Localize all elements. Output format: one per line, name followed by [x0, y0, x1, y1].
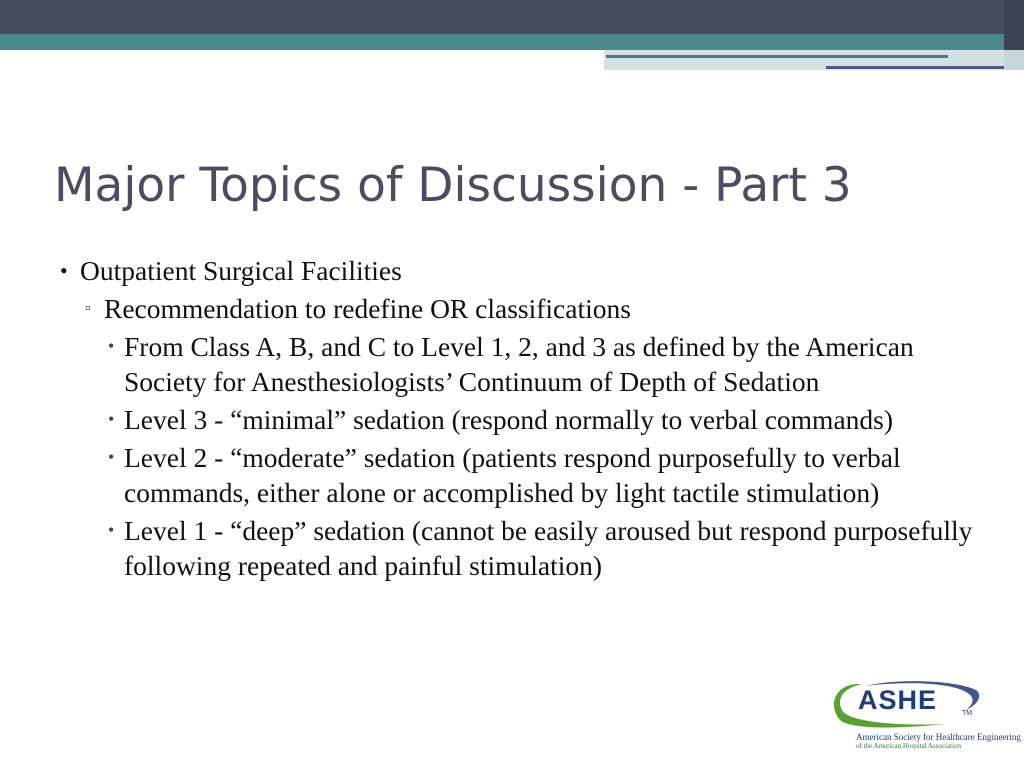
sub-sub-bullet-text: Level 2 - “moderate” sedation (patients respond purposefully to verbal commands, either alone or accomplished by light tactile stimulation): [124, 442, 901, 508]
sub-bullet-marker: ▫: [85, 300, 91, 317]
bullet-list: [58, 253, 988, 583]
sub-sub-bullet-marker: •: [108, 409, 115, 429]
sub-sub-bullet-item: [58, 402, 988, 437]
sub-sub-bullet-item: [58, 440, 988, 510]
header-accent-edge: [1004, 50, 1024, 70]
sub-sub-bullet-item: [58, 513, 988, 583]
logo-subtitle: American Society for Healthcare Engineering: [856, 732, 1021, 742]
header-accent-line-short: [826, 66, 1004, 69]
sub-sub-bullet-marker: •: [108, 520, 115, 540]
sub-sub-bullet-text: Level 1 - “deep” sedation (cannot be easily aroused but respond purposefully following repeated and painful stimulation): [124, 515, 973, 581]
bullet-marker: •: [60, 258, 68, 283]
sub-bullet-item: [58, 291, 988, 326]
sub-sub-bullet-item: [58, 329, 988, 399]
slide-title: Major Topics of Discussion - Part 3: [54, 158, 852, 213]
sub-sub-bullet-marker: •: [108, 336, 115, 356]
header-corner-block: [1004, 0, 1024, 50]
logo-wordmark: ASHE: [858, 685, 938, 715]
logo-subtitle-secondary: of the American Hospital Association: [856, 742, 961, 750]
sub-sub-bullet-text: From Class A, B, and C to Level 1, 2, and 3 as defined by the American Society for Anesthesiologists’ Continuum of Depth of Sedation: [124, 331, 914, 397]
sub-sub-bullet-marker: •: [108, 447, 115, 467]
ashe-logo: [826, 676, 1021, 752]
bullet-item: [58, 253, 988, 288]
sub-sub-bullet-text: Level 3 - “minimal” sedation (respond normally to verbal commands): [124, 404, 894, 435]
header-band-dark: [0, 0, 1024, 34]
header-accent-line: [606, 55, 948, 58]
bullet-text: Outpatient Surgical Facilities: [80, 255, 402, 286]
logo-trademark: TM: [962, 710, 973, 717]
header-band-teal: [0, 34, 1024, 50]
sub-bullet-text: Recommendation to redefine OR classifications: [104, 293, 631, 324]
